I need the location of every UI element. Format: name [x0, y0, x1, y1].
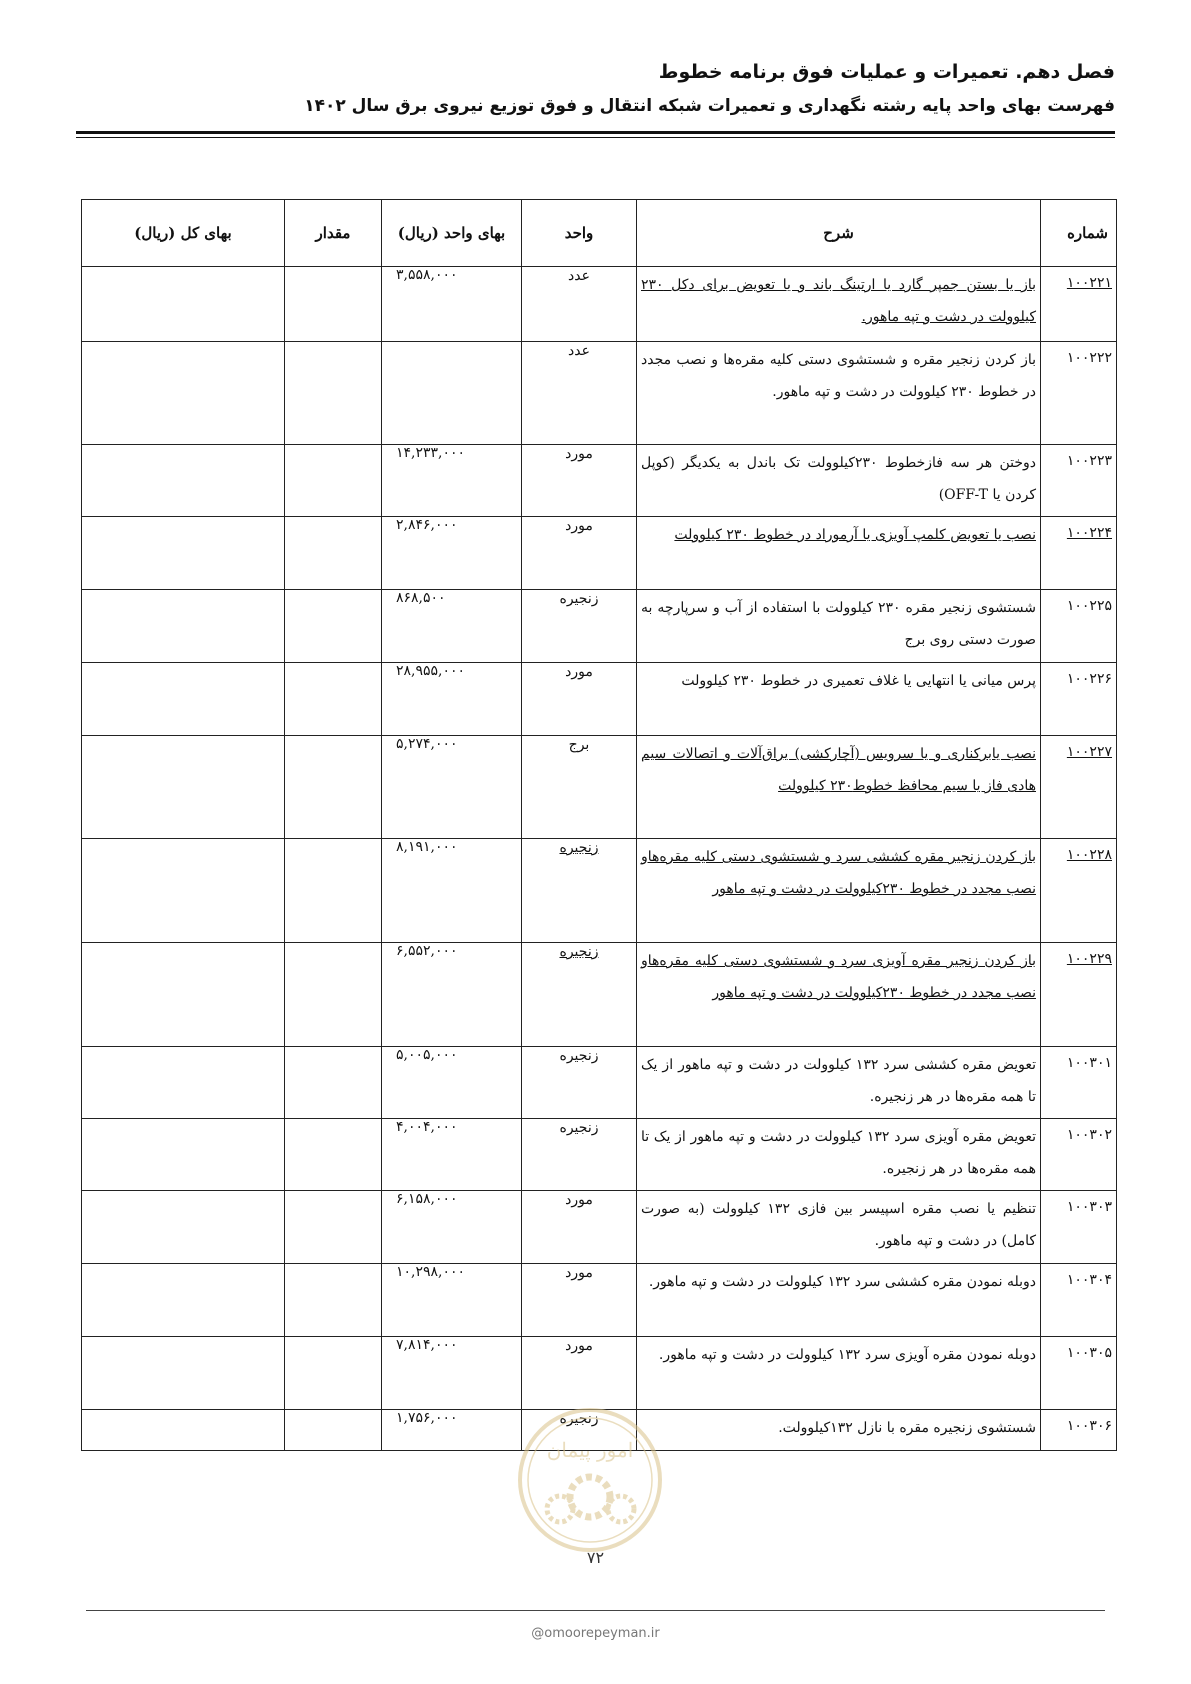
item-number: [1041, 590, 1117, 663]
column-header-description: شرح: [637, 200, 1041, 267]
item-total: [82, 590, 285, 663]
item-total: [82, 1191, 285, 1264]
item-total: [82, 267, 285, 342]
item-total: [82, 517, 285, 590]
table-row: [82, 1047, 1117, 1119]
item-unit-price-text: ۱۴,۲۳۳,۰۰۰: [396, 445, 466, 461]
item-unit: [522, 943, 637, 1047]
item-unit-price-text: ۱,۷۵۶,۰۰۰: [396, 1410, 458, 1426]
item-quantity: [285, 1264, 382, 1337]
item-description-text: نصب یابرکناری و یا سرویس (آچارکشی) یراق‌آلات و اتصالات سیم هادی فاز یا سیم محافظ خطوط۲۳۰ کیلوولت: [641, 746, 1036, 794]
item-unit: [522, 1119, 637, 1191]
column-header-unit-price: بهای واحد (ریال): [382, 200, 522, 267]
item-unit-price: [382, 1410, 522, 1451]
item-number-text: ۱۰۰۳۰۳: [1066, 1199, 1112, 1215]
item-number-text: ۱۰۰۲۲۹: [1066, 951, 1112, 967]
item-number: [1041, 839, 1117, 943]
item-quantity: [285, 663, 382, 736]
item-total: [82, 663, 285, 736]
item-unit-price: [382, 445, 522, 517]
item-number: [1041, 1337, 1117, 1410]
item-description: [637, 1119, 1041, 1191]
item-description: [637, 445, 1041, 517]
table-row: [82, 590, 1117, 663]
item-number-text: ۱۰۰۳۰۶: [1066, 1418, 1112, 1434]
svg-text:امور پیمان: امور پیمان: [546, 1438, 634, 1462]
item-description-text: پرس میانی یا انتهایی یا غلاف تعمیری در خطوط ۲۳۰ کیلوولت: [681, 673, 1036, 689]
item-quantity: [285, 517, 382, 590]
item-unit-text: مورد: [565, 1192, 593, 1208]
item-unit-price-text: ۷,۸۱۴,۰۰۰: [396, 1337, 458, 1353]
item-description: [637, 590, 1041, 663]
item-unit-text: عدد: [568, 343, 590, 359]
item-quantity: [285, 267, 382, 342]
item-unit-price: [382, 590, 522, 663]
table-body: [82, 267, 1117, 1451]
column-header-quantity: مقدار: [285, 200, 382, 267]
table-row: [82, 1264, 1117, 1337]
item-quantity: [285, 736, 382, 839]
table-row: [82, 267, 1117, 342]
item-description: [637, 267, 1041, 342]
item-unit-price: [382, 663, 522, 736]
item-description: [637, 1191, 1041, 1264]
item-total: [82, 1410, 285, 1451]
price-list-table: [81, 199, 1117, 1451]
item-number: [1041, 1119, 1117, 1191]
item-number-text: ۱۰۰۳۰۵: [1066, 1345, 1112, 1361]
item-unit-text: زنجیره: [559, 1048, 599, 1064]
item-description-text: دوختن هر سه فازخطوط ۲۳۰کیلوولت تک باندل به یکدیگر (کوپل کردن یا OFF-T): [641, 455, 1036, 503]
item-quantity: [285, 943, 382, 1047]
item-description: [637, 1264, 1041, 1337]
item-quantity: [285, 445, 382, 517]
item-unit-price: [382, 736, 522, 839]
item-unit-text: عدد: [568, 268, 590, 284]
item-unit-text: مورد: [565, 518, 593, 534]
item-unit-text: مورد: [565, 1338, 593, 1354]
item-unit-text: زنجیره: [559, 1411, 599, 1427]
item-description-text: تنظیم یا نصب مقره اسپیسر بین فازی ۱۳۲ کیلوولت (به صورت کامل) در دشت و تپه ماهور.: [641, 1201, 1036, 1249]
table-row: [82, 736, 1117, 839]
item-total: [82, 445, 285, 517]
item-quantity: [285, 839, 382, 943]
item-unit-text: مورد: [565, 446, 593, 462]
item-number-text: ۱۰۰۲۲۱: [1066, 275, 1112, 291]
item-unit-price: [382, 1337, 522, 1410]
item-unit: [522, 267, 637, 342]
column-header-total: بهای کل (ریال): [82, 200, 285, 267]
page-number: ۷۲: [586, 1548, 605, 1567]
item-description-text: شستشوی زنجیر مقره ۲۳۰ کیلوولت با استفاده از آب و سرپارچه به صورت دستی روی برج: [641, 600, 1036, 648]
item-unit-price: [382, 839, 522, 943]
item-unit-price-text: ۳,۵۵۸,۰۰۰: [396, 267, 458, 283]
item-unit: [522, 1191, 637, 1264]
table-row: [82, 1337, 1117, 1410]
item-unit-price: [382, 517, 522, 590]
item-total: [82, 342, 285, 445]
item-description-text: باز کردن زنجیر مقره و شستشوی دستی کلیه مقره‌ها و نصب مجدد در خطوط ۲۳۰ کیلوولت در دشت و تپه ماهور.: [641, 352, 1036, 400]
table-row: [82, 342, 1117, 445]
column-header-unit: واحد: [522, 200, 637, 267]
item-number-text: ۱۰۰۲۲۶: [1066, 671, 1112, 687]
item-description: [637, 517, 1041, 590]
chapter-title: فصل دهم. تعمیرات و عملیات فوق برنامه خطوط: [658, 61, 1115, 83]
item-description: [637, 1337, 1041, 1410]
table-row: [82, 663, 1117, 736]
item-description: [637, 1410, 1041, 1451]
item-number: [1041, 736, 1117, 839]
item-number: [1041, 943, 1117, 1047]
item-number-text: ۱۰۰۲۲۵: [1066, 598, 1112, 614]
item-unit: [522, 1047, 637, 1119]
item-unit-price-text: ۵,۰۰۵,۰۰۰: [396, 1047, 458, 1063]
item-unit-price-text: ۸۶۸,۵۰۰: [396, 590, 446, 606]
item-description-text: نصب یا تعویض کلمپ آویزی یا آرموراد در خطوط ۲۳۰ کیلوولت: [674, 527, 1036, 543]
item-number: [1041, 1410, 1117, 1451]
item-unit-text: زنجیره: [559, 944, 599, 960]
item-unit-price-text: ۲,۸۴۶,۰۰۰: [396, 517, 458, 533]
item-description: [637, 663, 1041, 736]
document-subtitle: فهرست بهای واحد پایه رشته نگهداری و تعمیرات شبکه انتقال و فوق توزیع نیروی برق سال ۱۴۰۲: [304, 96, 1115, 116]
item-description: [637, 839, 1041, 943]
item-description-text: تعویض مقره کششی سرد ۱۳۲ کیلوولت در دشت و تپه ماهور از یک تا همه مقره‌ها در هر زنجیره.: [641, 1057, 1036, 1105]
item-unit-price-text: ۱۰,۲۹۸,۰۰۰: [396, 1264, 466, 1280]
item-unit: [522, 445, 637, 517]
item-unit-text: زنجیره: [559, 1120, 599, 1136]
item-quantity: [285, 1337, 382, 1410]
item-description-text: شستشوی زنجیره مقره با نازل ۱۳۲کیلوولت.: [778, 1420, 1036, 1436]
item-unit-price: [382, 1191, 522, 1264]
item-number: [1041, 1264, 1117, 1337]
item-description: [637, 342, 1041, 445]
item-number: [1041, 342, 1117, 445]
item-unit-price: [382, 1264, 522, 1337]
table-row: [82, 445, 1117, 517]
item-description: [637, 943, 1041, 1047]
item-description: [637, 1047, 1041, 1119]
header-rule-thin: [76, 137, 1115, 138]
item-quantity: [285, 342, 382, 445]
item-number-text: ۱۰۰۲۲۴: [1066, 525, 1112, 541]
item-unit-price: [382, 267, 522, 342]
item-number: [1041, 663, 1117, 736]
item-unit-text: زنجیره: [559, 591, 599, 607]
item-number: [1041, 1047, 1117, 1119]
item-unit-price-text: ۴,۰۰۴,۰۰۰: [396, 1119, 458, 1135]
footer-rule: [86, 1610, 1105, 1611]
item-unit-price: [382, 342, 522, 445]
item-number-text: ۱۰۰۳۰۲: [1066, 1127, 1112, 1143]
item-number-text: ۱۰۰۳۰۱: [1066, 1055, 1112, 1071]
item-unit-price: [382, 1047, 522, 1119]
item-total: [82, 1047, 285, 1119]
item-description-text: باز کردن زنجیر مقره کششی سرد و شستشوی دستی کلیه مقره‌هاو نصب مجدد در خطوط ۲۳۰کیلوولت در دشت و تپه ماهور: [641, 849, 1036, 897]
footer-website: @omoorepeyman.ir: [531, 1626, 660, 1641]
item-quantity: [285, 1047, 382, 1119]
item-number: [1041, 267, 1117, 342]
item-description-text: باز کردن زنجیر مقره آویزی سرد و شستشوی دستی کلیه مقره‌هاو نصب مجدد در خطوط ۲۳۰کیلوولت در دشت و تپه ماهور: [641, 953, 1036, 1001]
item-unit-price-text: ۵,۲۷۴,۰۰۰: [396, 736, 458, 752]
item-quantity: [285, 1410, 382, 1451]
table-row: [82, 1191, 1117, 1264]
item-description-text: باز یا بستن جمپر گارد یا ارتینگ باند و یا تعویض برای دکل ۲۳۰ کیلوولت در دشت و تپه ماهور.: [641, 277, 1036, 325]
item-total: [82, 1264, 285, 1337]
item-unit: [522, 590, 637, 663]
item-number-text: ۱۰۰۲۲۳: [1066, 453, 1112, 469]
item-unit: [522, 1337, 637, 1410]
item-quantity: [285, 1119, 382, 1191]
item-unit-text: زنجیره: [559, 840, 599, 856]
table-row: [82, 839, 1117, 943]
item-unit-text: مورد: [565, 664, 593, 680]
item-number-text: ۱۰۰۲۲۸: [1066, 847, 1112, 863]
item-unit-price-text: ۸,۱۹۱,۰۰۰: [396, 839, 458, 855]
item-number: [1041, 1191, 1117, 1264]
item-number: [1041, 445, 1117, 517]
item-unit-price-text: ۲۸,۹۵۵,۰۰۰: [396, 663, 466, 679]
column-header-number: شماره: [1041, 200, 1117, 267]
item-unit: [522, 839, 637, 943]
table-row: [82, 943, 1117, 1047]
item-unit: [522, 517, 637, 590]
item-unit-price-text: ۶,۵۵۲,۰۰۰: [396, 943, 458, 959]
item-description-text: تعویض مقره آویزی سرد ۱۳۲ کیلوولت در دشت و تپه ماهور از یک تا همه مقره‌ها در هر زنجیره.: [641, 1129, 1036, 1177]
item-total: [82, 1119, 285, 1191]
page-header: [76, 58, 1115, 120]
header-rule-thick: [76, 131, 1115, 134]
item-number-text: ۱۰۰۳۰۴: [1066, 1272, 1112, 1288]
item-unit: [522, 342, 637, 445]
item-number-text: ۱۰۰۲۲۲: [1066, 350, 1112, 366]
item-unit: [522, 1264, 637, 1337]
item-unit-text: مورد: [565, 1265, 593, 1281]
item-total: [82, 943, 285, 1047]
table-row: [82, 517, 1117, 590]
item-unit-price: [382, 1119, 522, 1191]
item-unit-price: [382, 943, 522, 1047]
item-total: [82, 1337, 285, 1410]
item-unit-price-text: ۶,۱۵۸,۰۰۰: [396, 1191, 458, 1207]
item-quantity: [285, 590, 382, 663]
item-unit-text: برج: [568, 737, 590, 753]
item-number-text: ۱۰۰۲۲۷: [1066, 744, 1112, 760]
item-unit: [522, 736, 637, 839]
watermark-seal: [515, 1405, 665, 1555]
table-header-row: [82, 200, 1117, 267]
item-number: [1041, 517, 1117, 590]
item-description-text: دوبله نمودن مقره کششی سرد ۱۳۲ کیلوولت در دشت و تپه ماهور.: [648, 1274, 1036, 1290]
item-total: [82, 736, 285, 839]
table-row: [82, 1119, 1117, 1191]
item-description: [637, 736, 1041, 839]
item-description-text: دوبله نمودن مقره آویزی سرد ۱۳۲ کیلوولت در دشت و تپه ماهور.: [658, 1347, 1036, 1363]
item-unit: [522, 663, 637, 736]
item-quantity: [285, 1191, 382, 1264]
item-total: [82, 839, 285, 943]
